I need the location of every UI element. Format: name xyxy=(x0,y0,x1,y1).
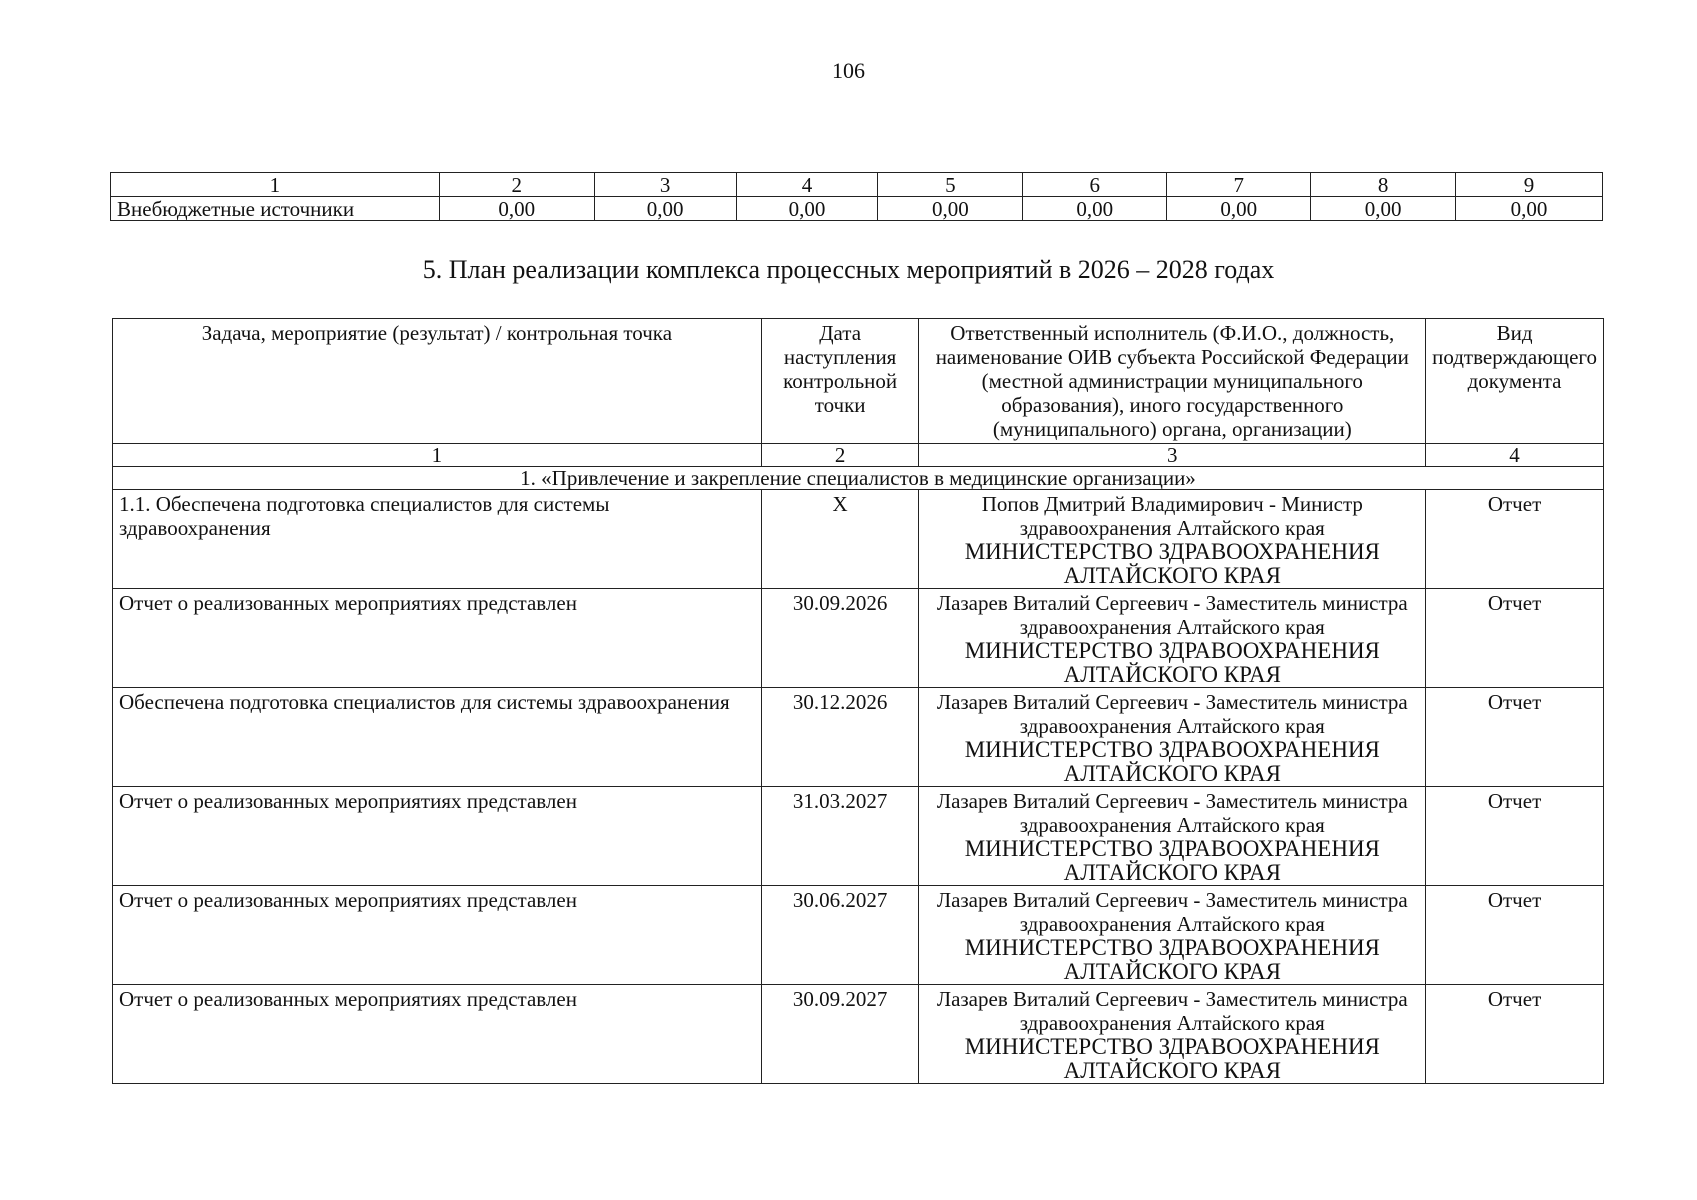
responsible-person: Лазарев Виталий Сергеевич - Заместитель министра здравоохранения Алтайского края xyxy=(936,888,1408,936)
responsible-org: МИНИСТЕРСТВО ЗДРАВООХРАНЕНИЯ АЛТАЙСКОГО КРАЯ xyxy=(964,1034,1380,1083)
task-cell: Отчет о реализованных мероприятиях представлен xyxy=(113,787,762,886)
col-number: 3 xyxy=(594,173,736,197)
funding-table-header xyxy=(111,173,1603,197)
responsible-person: Лазарев Виталий Сергеевич - Заместитель министра здравоохранения Алтайского края xyxy=(936,591,1408,639)
date-cell: 30.06.2027 xyxy=(761,886,919,985)
col-number: 5 xyxy=(878,173,1023,197)
table-row xyxy=(113,985,1604,1084)
document-cell: Отчет xyxy=(1426,886,1604,985)
amount-cell: 0,00 xyxy=(1023,197,1167,221)
col-number: 6 xyxy=(1023,173,1167,197)
table-row xyxy=(113,688,1604,787)
section-title: 5. План реализации комплекса процессных мероприятий в 2026 – 2028 годах xyxy=(422,255,1275,284)
document-cell: Отчет xyxy=(1426,490,1604,589)
responsible-person: Лазарев Виталий Сергеевич - Заместитель министра здравоохранения Алтайского края xyxy=(936,987,1408,1035)
table-row xyxy=(113,589,1604,688)
amount-cell: 0,00 xyxy=(1167,197,1311,221)
header-responsible: Ответственный исполнитель (Ф.И.О., должность, наименование ОИВ субъекта Российской Федерации (местной администрации муниципального образования), иного государственного (муниципального) органа, организации) xyxy=(919,319,1426,444)
col-number: 2 xyxy=(439,173,594,197)
responsible-cell xyxy=(919,787,1426,886)
task-cell: Отчет о реализованных мероприятиях представлен xyxy=(113,985,762,1084)
date-cell: 30.09.2026 xyxy=(761,589,919,688)
responsible-cell xyxy=(919,589,1426,688)
source-name: Внебюджетные источники xyxy=(111,197,440,221)
col-number: 8 xyxy=(1311,173,1456,197)
responsible-cell xyxy=(919,985,1426,1084)
col-number: 7 xyxy=(1167,173,1311,197)
responsible-person: Лазарев Виталий Сергеевич - Заместитель министра здравоохранения Алтайского края xyxy=(936,789,1408,837)
date-cell: X xyxy=(761,490,919,589)
responsible-cell xyxy=(919,886,1426,985)
amount-cell: 0,00 xyxy=(878,197,1023,221)
responsible-org: МИНИСТЕРСТВО ЗДРАВООХРАНЕНИЯ АЛТАЙСКОГО КРАЯ xyxy=(964,638,1380,687)
col-number: 9 xyxy=(1456,173,1603,197)
date-cell: 30.12.2026 xyxy=(761,688,919,787)
document-cell: Отчет xyxy=(1426,688,1604,787)
document-cell: Отчет xyxy=(1426,589,1604,688)
responsible-org: МИНИСТЕРСТВО ЗДРАВООХРАНЕНИЯ АЛТАЙСКОГО КРАЯ xyxy=(964,737,1380,786)
responsible-person: Лазарев Виталий Сергеевич - Заместитель министра здравоохранения Алтайского края xyxy=(936,690,1408,738)
page-number: 106 xyxy=(832,58,865,83)
group-row xyxy=(113,467,1604,490)
date-cell: 30.09.2027 xyxy=(761,985,919,1084)
col-number: 2 xyxy=(761,444,919,467)
task-cell: Отчет о реализованных мероприятиях представлен xyxy=(113,886,762,985)
table-row xyxy=(113,490,1604,589)
table-row xyxy=(113,886,1604,985)
col-number: 4 xyxy=(736,173,878,197)
header-date: Дата наступления контрольной точки xyxy=(761,319,919,444)
amount-cell: 0,00 xyxy=(439,197,594,221)
amount-cell: 0,00 xyxy=(1456,197,1603,221)
col-number: 1 xyxy=(111,173,440,197)
implementation-plan-table xyxy=(112,318,1604,1084)
responsible-org: МИНИСТЕРСТВО ЗДРАВООХРАНЕНИЯ АЛТАЙСКОГО КРАЯ xyxy=(964,836,1380,885)
responsible-org: МИНИСТЕРСТВО ЗДРАВООХРАНЕНИЯ АЛТАЙСКОГО КРАЯ xyxy=(964,539,1380,588)
document-cell: Отчет xyxy=(1426,985,1604,1084)
funding-table xyxy=(110,172,1603,221)
group-title: 1. «Привлечение и закрепление специалистов в медицинские организации» xyxy=(113,467,1604,490)
header-document: Вид подтверждающего документа xyxy=(1426,319,1604,444)
task-cell: 1.1. Обеспечена подготовка специалистов для системы здравоохранения xyxy=(113,490,762,589)
responsible-person: Попов Дмитрий Владимирович - Министр здравоохранения Алтайского края xyxy=(981,492,1363,540)
col-number: 1 xyxy=(113,444,762,467)
col-number: 3 xyxy=(919,444,1426,467)
responsible-cell xyxy=(919,490,1426,589)
amount-cell: 0,00 xyxy=(736,197,878,221)
table-row xyxy=(113,787,1604,886)
date-cell: 31.03.2027 xyxy=(761,787,919,886)
task-cell: Отчет о реализованных мероприятиях представлен xyxy=(113,589,762,688)
header-task: Задача, мероприятие (результат) / контрольная точка xyxy=(113,319,762,444)
col-number: 4 xyxy=(1426,444,1604,467)
table-row xyxy=(111,197,1603,221)
task-cell: Обеспечена подготовка специалистов для системы здравоохранения xyxy=(113,688,762,787)
responsible-cell xyxy=(919,688,1426,787)
document-cell: Отчет xyxy=(1426,787,1604,886)
plan-table-header xyxy=(113,319,1604,444)
amount-cell: 0,00 xyxy=(1311,197,1456,221)
column-numbers-row xyxy=(113,444,1604,467)
amount-cell: 0,00 xyxy=(594,197,736,221)
responsible-org: МИНИСТЕРСТВО ЗДРАВООХРАНЕНИЯ АЛТАЙСКОГО КРАЯ xyxy=(964,935,1380,984)
